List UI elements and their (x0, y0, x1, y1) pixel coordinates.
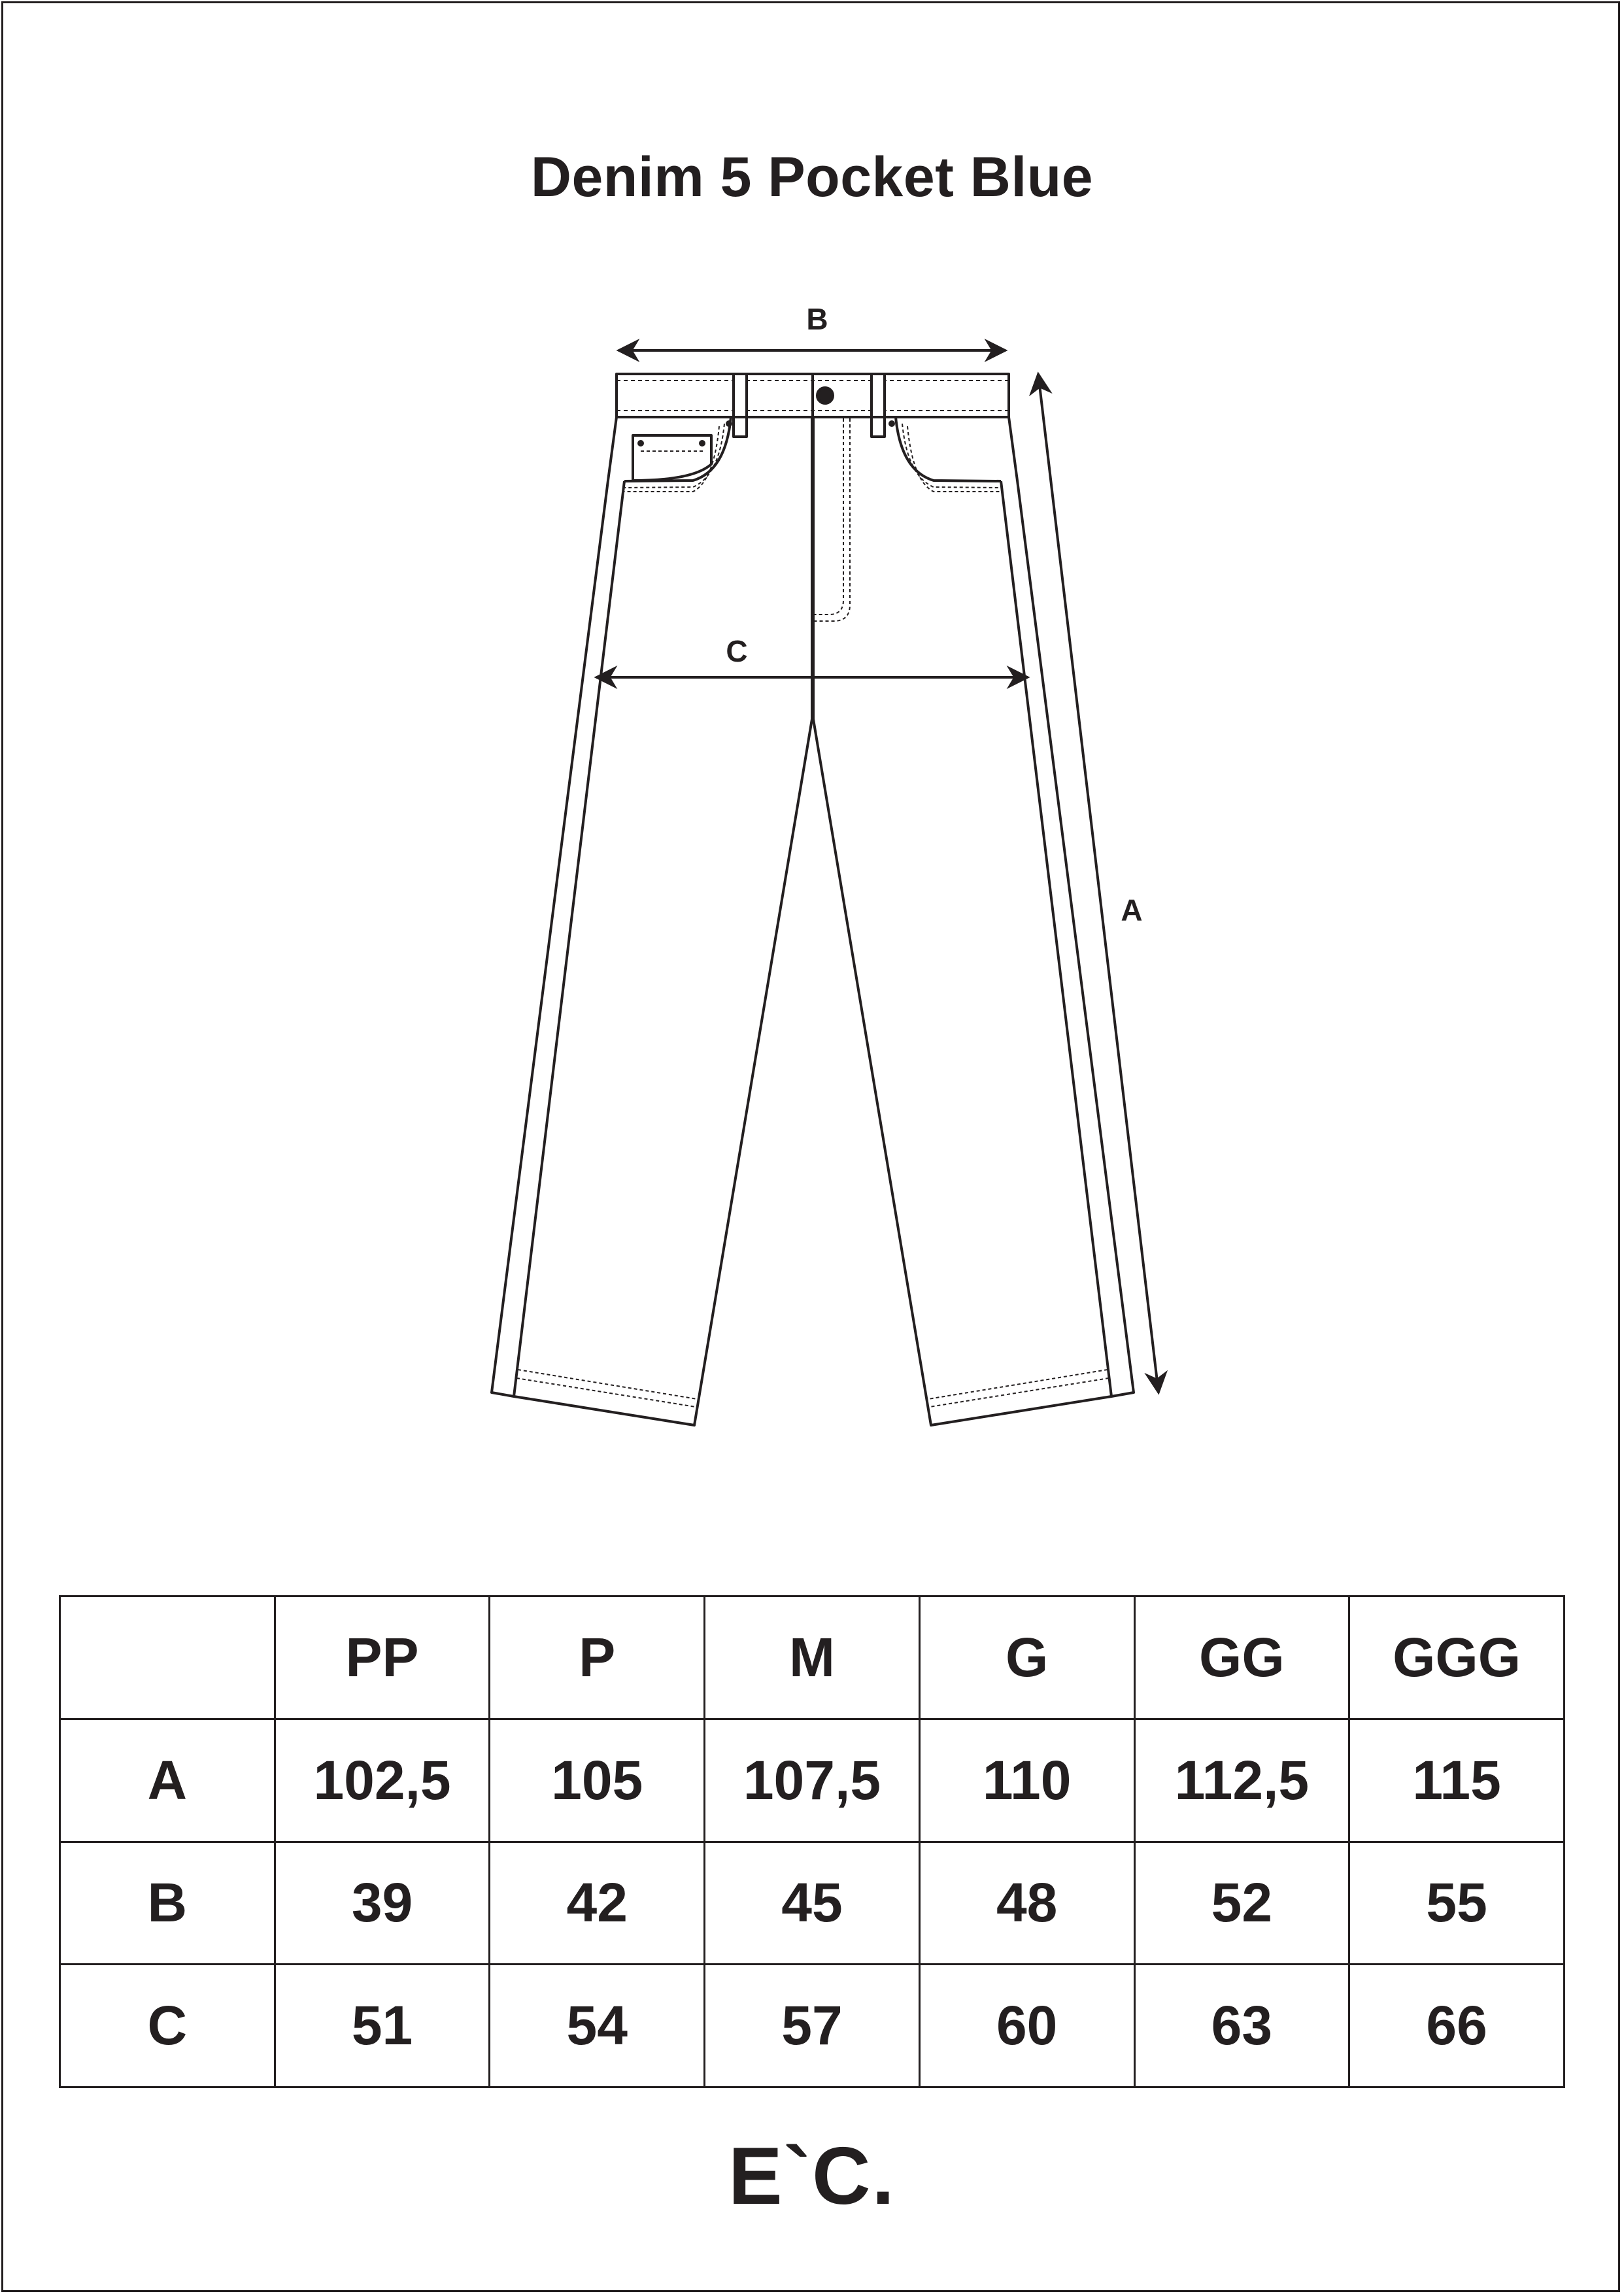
right-leg (813, 417, 1134, 1425)
table-row (60, 1719, 1565, 1842)
table-header-cell: G (919, 1596, 1134, 1719)
brand-logo: E`C. (728, 2131, 896, 2221)
table-cell: 110 (919, 1719, 1134, 1842)
right-front-pocket (896, 417, 1001, 481)
dimension-a-label: A (1121, 893, 1143, 927)
table-cell: 55 (1349, 1842, 1565, 1965)
size-chart-table (59, 1595, 1565, 2088)
table-header-cell (60, 1596, 275, 1719)
table-header-cell: PP (275, 1596, 490, 1719)
table-cell: 39 (275, 1842, 490, 1965)
belt-loop-right (871, 374, 885, 437)
dimension-c-label: C (726, 634, 748, 668)
table-header-cell: GG (1134, 1596, 1349, 1719)
table-header-cell: P (490, 1596, 705, 1719)
dimension-b-label: B (806, 302, 828, 336)
left-leg (492, 417, 812, 1425)
jeans-outline (492, 374, 1134, 1425)
table-cell: 51 (275, 1965, 490, 2087)
table-cell: 57 (705, 1965, 920, 2087)
table-cell: 42 (490, 1842, 705, 1965)
table-cell: 112,5 (1134, 1719, 1349, 1842)
table-cell: 48 (919, 1842, 1134, 1965)
table-cell: 45 (705, 1842, 920, 1965)
row-label: A (60, 1719, 275, 1842)
table-header-row (60, 1596, 1565, 1719)
dimension-a-line (1038, 374, 1159, 1393)
table-cell: 107,5 (705, 1719, 920, 1842)
table-cell: 102,5 (275, 1719, 490, 1842)
table-cell: 52 (1134, 1842, 1349, 1965)
belt-loop-left (734, 374, 747, 437)
table-cell: 115 (1349, 1719, 1565, 1842)
button (817, 388, 833, 403)
table-cell: 66 (1349, 1965, 1565, 2087)
table-cell: 105 (490, 1719, 705, 1842)
table-cell: 60 (919, 1965, 1134, 2087)
table-row (60, 1965, 1565, 2087)
table-cell: 54 (490, 1965, 705, 2087)
table-row (60, 1842, 1565, 1965)
table-cell: 63 (1134, 1965, 1349, 2087)
page-title: Denim 5 Pocket Blue (530, 146, 1094, 209)
row-label: B (60, 1842, 275, 1965)
table-header-cell: GGG (1349, 1596, 1565, 1719)
dimension-lines (596, 350, 1159, 1393)
row-label: C (60, 1965, 275, 2087)
table-header-cell: M (705, 1596, 920, 1719)
